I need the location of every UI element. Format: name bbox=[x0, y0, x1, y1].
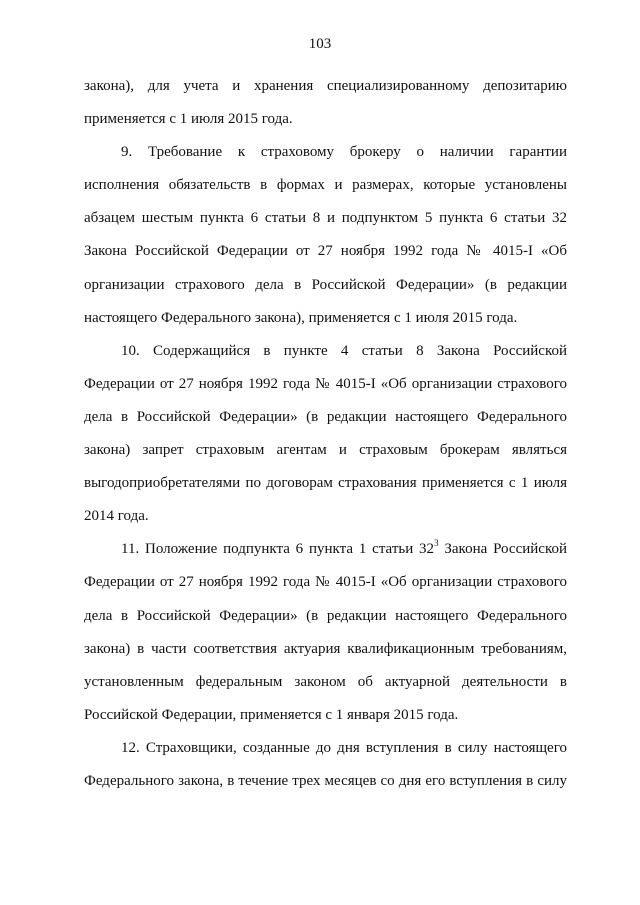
text-line: выгодоприобретателями по договорам страхования применяется с 1 июля bbox=[84, 475, 567, 492]
text-line: 9. Требование к страховому брокеру о наличии гарантии bbox=[121, 144, 567, 161]
text-line: применяется с 1 июля 2015 года. bbox=[84, 111, 293, 128]
paragraph-12 bbox=[84, 732, 567, 798]
text-line: организации страхового дела в Российской Федерации» (в редакции bbox=[84, 276, 567, 293]
text-line: 12. Страховщики, созданные до дня вступления в силу настоящего bbox=[121, 739, 567, 756]
text-line: 10. Содержащийся в пункте 4 статьи 8 Закона Российской bbox=[121, 342, 567, 359]
text-line: установленным федеральным законом об актуарной деятельности в bbox=[84, 673, 567, 690]
text-line: дела в Российской Федерации» (в редакции настоящего Федерального bbox=[84, 408, 567, 425]
paragraph-8-continuation bbox=[84, 70, 567, 136]
text-line: Федерации от 27 ноября 1992 года № 4015-I «Об организации страхового bbox=[84, 574, 567, 591]
text-line: абзацем шестым пункта 6 статьи 8 и подпунктом 5 пункта 6 статьи 32 bbox=[84, 210, 567, 227]
text-line: настоящего Федерального закона), применяется с 1 июля 2015 года. bbox=[84, 309, 518, 326]
text-line: исполнения обязательств в формах и размерах, которые установлены bbox=[84, 177, 567, 194]
paragraph-11 bbox=[84, 533, 567, 732]
page-number: 103 bbox=[308, 36, 332, 52]
text-line: Федерации от 27 ноября 1992 года № 4015-I «Об организации страхового bbox=[84, 375, 567, 392]
text-line: дела в Российской Федерации» (в редакции настоящего Федерального bbox=[84, 607, 567, 624]
document-body bbox=[84, 70, 567, 798]
text-line: Федерального закона, в течение трех месяцев со дня его вступления в силу bbox=[84, 772, 567, 789]
text-line: закона), для учета и хранения специализированному депозитарию bbox=[84, 78, 567, 94]
text-segment: Закона Российской bbox=[438, 541, 567, 558]
paragraph-10 bbox=[84, 335, 567, 534]
text-line: 2014 года. bbox=[84, 508, 149, 525]
text-line: Российской Федерации, применяется с 1 января 2015 года. bbox=[84, 706, 459, 723]
paragraph-9 bbox=[84, 136, 567, 335]
text-line bbox=[84, 533, 567, 566]
text-line: закона) запрет страховым агентам и страховым брокерам являться bbox=[84, 442, 567, 459]
superscript: 3 bbox=[434, 538, 439, 549]
text-segment: 11. Положение подпункта 6 пункта 1 статьи 32 bbox=[121, 541, 435, 558]
text-line: Закона Российской Федерации от 27 ноября 1992 года № 4015-I «Об bbox=[84, 243, 567, 260]
text-line: закона) в части соответствия актуария квалификационным требованиям, bbox=[84, 640, 567, 657]
